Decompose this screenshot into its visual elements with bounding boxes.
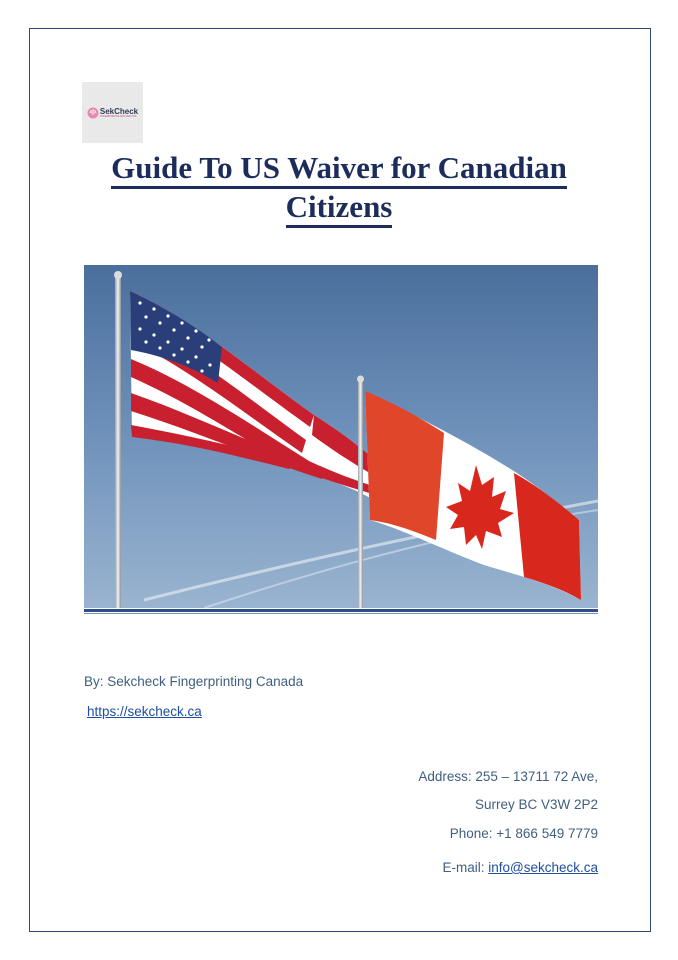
author-line: By: Sekcheck Fingerprinting Canada (84, 674, 304, 689)
phone-number: Phone: +1 866 549 7779 (449, 826, 598, 841)
title-line-2: Citizens (286, 189, 393, 228)
us-and-canada-flags-image (84, 265, 598, 608)
address-line-2: Surrey BC V3W 2P2 (474, 797, 598, 812)
email-line (442, 860, 598, 875)
logo-tagline: FINGERPRINTING AND ANALYSIS (99, 115, 137, 118)
fingerprint-logo-icon (87, 107, 99, 119)
email-link[interactable]: info@sekcheck.ca (488, 860, 598, 875)
title-line-1: Guide To US Waiver for Canadian (111, 150, 567, 189)
logo-name: SekCheck (99, 106, 139, 116)
separator-rule-thin (84, 613, 598, 614)
document-title (60, 150, 618, 228)
logo (82, 82, 143, 143)
website-link[interactable]: https://sekcheck.ca (87, 704, 202, 719)
separator-rule (84, 609, 598, 612)
address-line-1: Address: 255 – 13711 72 Ave, (418, 769, 598, 784)
email-label: E-mail: (442, 860, 489, 875)
